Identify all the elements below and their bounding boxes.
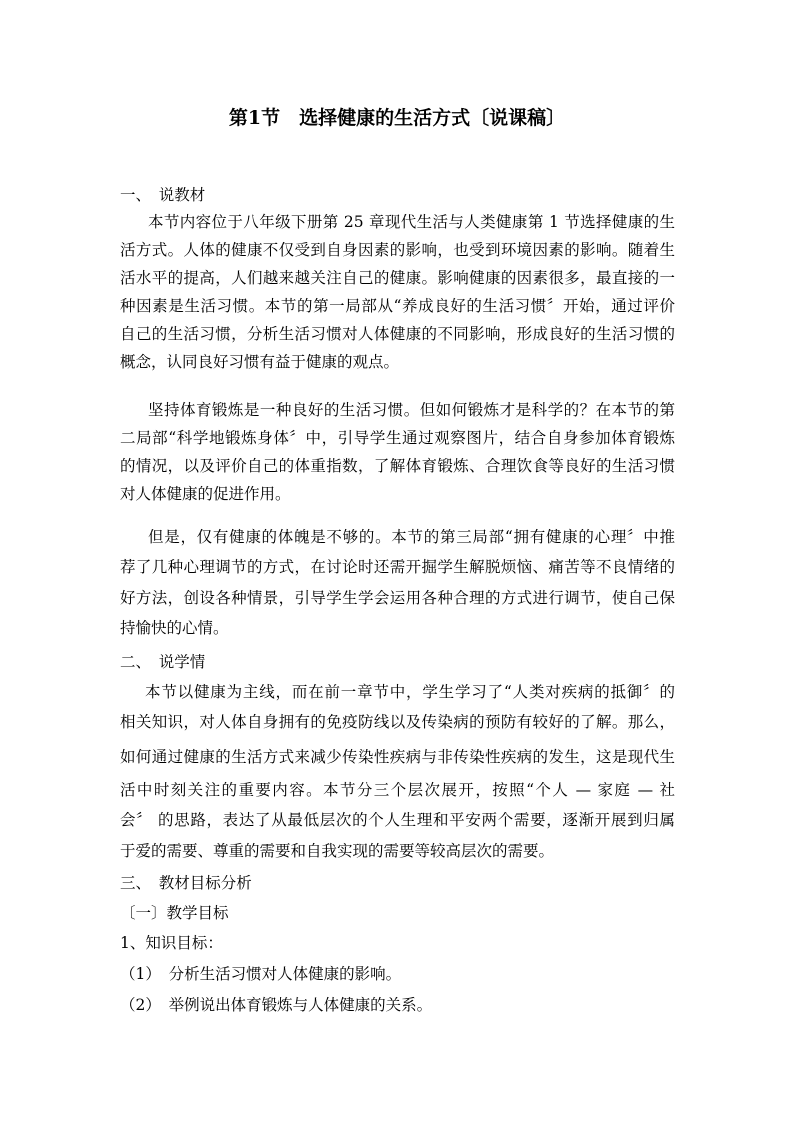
section-heading: 一、 说教材 bbox=[120, 186, 206, 204]
paragraph-line: 本节内容位于八年级下册第 25 章现代生活与人类健康第 1 节选择健康的生 bbox=[148, 213, 675, 231]
subsection-heading: 〔一〕教学目标 bbox=[120, 904, 229, 922]
paragraph-line: 好方法，创设各种情景，引导学生学会运用各种合理的方式进行调节，使自己保 bbox=[120, 589, 675, 607]
paragraph-line: 本节以健康为主线，而在前一章节中，学生学习了“人类对疾病的抵御〞的 bbox=[145, 683, 675, 701]
paragraph-line: 自己的生活习惯，分析生活习惯对人体健康的不同影响，形成良好的生活习惯的 bbox=[120, 325, 675, 343]
item-heading: 1、知识目标： bbox=[120, 934, 223, 952]
paragraph-line: 会〞 的思路，表达了从最低层次的个人生理和平安两个需要，逐渐开展到归属 bbox=[120, 811, 675, 829]
paragraph-line: 的情况，以及评价自己的体重指数，了解体育锻炼、合理饮食等良好的生活习惯 bbox=[120, 457, 675, 475]
paragraph-line: 但是，仅有健康的体魄是不够的。本节的第三局部“拥有健康的心理〞中推 bbox=[148, 528, 675, 546]
paragraph-line: 对人体健康的促进作用。 bbox=[120, 485, 291, 503]
paragraph-line: 持愉快的心情。 bbox=[120, 619, 229, 637]
paragraph-line: 活水平的提高，人们越来越关注自己的健康。影响健康的因素很多，最直接的一 bbox=[120, 269, 675, 287]
objective-item: （2） 举例说出体育锻炼与人体健康的关系。 bbox=[120, 996, 433, 1014]
paragraph-line: 荐了几种心理调节的方式，在讨论时还需开掘学生解脱烦恼、痛苦等不良情绪的 bbox=[120, 558, 675, 576]
paragraph-line: 概念，认同良好习惯有益于健康的观点。 bbox=[120, 353, 400, 371]
objective-item: （1） 分析生活习惯对人体健康的影响。 bbox=[120, 965, 402, 983]
paragraph-line: 如何通过健康的生活方式来减少传染性疾病与非传染性疾病的发生，这是现代生 bbox=[120, 748, 675, 766]
paragraph-line: 活中时刻关注的重要内容。本节分三个层次展开，按照“个人 — 家庭 — 社 bbox=[120, 781, 675, 799]
paragraph-line: 活方式。人体的健康不仅受到自身因素的影响，也受到环境因素的影响。随着生 bbox=[120, 241, 675, 259]
document-title: 第1节 选择健康的生活方式〔说课稿〕 bbox=[228, 107, 566, 129]
paragraph-line: 相关知识，对人体自身拥有的免疫防线以及传染病的预防有较好的了解。那么， bbox=[120, 713, 675, 731]
paragraph-line: 种因素是生活习惯。本节的第一局部从“养成良好的生活习惯〞开始，通过评价 bbox=[120, 297, 675, 315]
paragraph-line: 坚持体育锻炼是一种良好的生活习惯。但如何锻炼才是科学的？在本节的第 bbox=[148, 401, 675, 419]
section-heading: 二、 说学情 bbox=[120, 653, 206, 671]
paragraph-line: 二局部“科学地锻炼身体〞中，引导学生通过观察图片，结合自身参加体育锻炼 bbox=[120, 429, 675, 447]
section-heading: 三、 教材目标分析 bbox=[120, 874, 252, 892]
paragraph-line: 于爱的需要、尊重的需要和自我实现的需要等较高层次的需要。 bbox=[120, 842, 555, 860]
